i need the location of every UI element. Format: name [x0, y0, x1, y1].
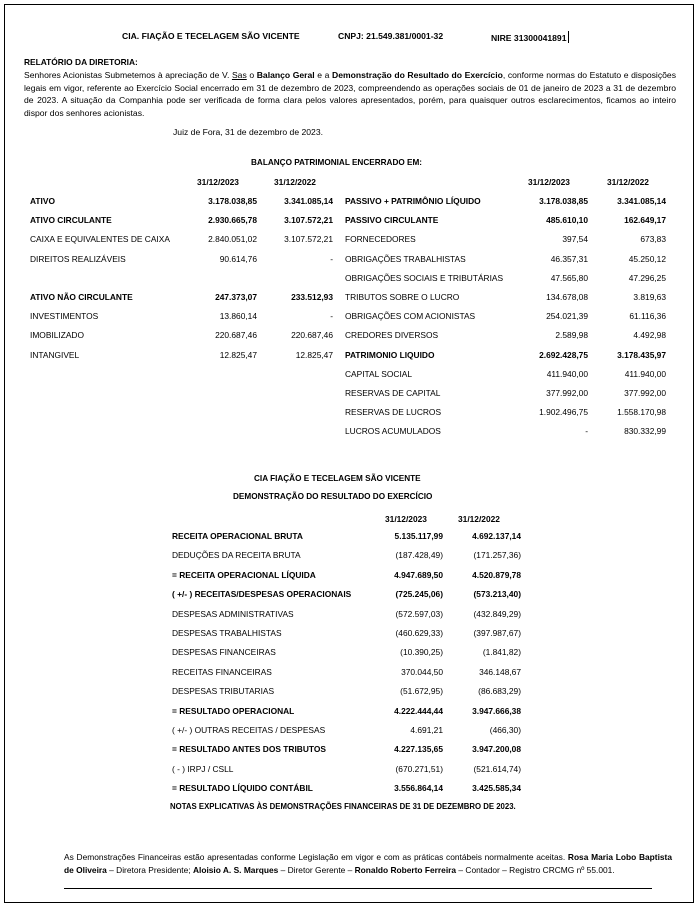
- passivo-rows-label: OBRIGAÇÕES TRABALHISTAS: [345, 253, 466, 264]
- text-cursor: [568, 31, 569, 43]
- passivo-rows-value-2023: -: [585, 426, 588, 437]
- ativo-rows-label: INTANGIVEL: [30, 349, 80, 360]
- company-name: CIA. FIAÇÃO E TECELAGEM SÃO VICENTE: [122, 31, 300, 41]
- dre-rows-value-2022: (466,30): [489, 725, 521, 735]
- ativo-rows-label: ATIVO NÃO CIRCULANTE: [30, 292, 133, 302]
- passivo-rows-value-2023: 2.692.428,75: [539, 349, 588, 360]
- passivo-rows-label: LUCROS ACUMULADOS: [345, 426, 441, 437]
- dre-rows-label: = RECEITA OPERACIONAL LÍQUIDA: [172, 569, 316, 580]
- passivo-rows-value-2022: 45.250,12: [628, 253, 666, 264]
- dre-rows-label: RECEITAS FINANCEIRAS: [172, 666, 272, 677]
- footer-signatures: As Demonstrações Financeiras estão apresentadas conforme Legislação em vigor e com as práticas contábeis normalmente aceitas. Rosa Maria Lobo Baptista de Oliveira – Diretora Presidente; Aloisio A. S. Marques – Diretor Gerente – Ronaldo Roberto Ferreira – Contador – Registro CRCMG nº 55.001.: [64, 852, 672, 875]
- ativo-rows-value-2023: 2.930.665,78: [208, 215, 257, 226]
- ativo-col-2022: 31/12/2022: [274, 177, 316, 187]
- dre-rows-label: DESPESAS ADMINISTRATIVAS: [172, 608, 294, 619]
- ativo-rows-label: INVESTIMENTOS: [30, 311, 99, 322]
- ativo-rows-value-2022: -: [330, 311, 333, 322]
- notes-title: NOTAS EXPLICATIVAS ÀS DEMONSTRAÇÕES FINANCEIRAS DE 31 DE DEZEMBRO DE 2023.: [170, 802, 516, 811]
- dre-rows-value-2023: 4.222.444,44: [394, 705, 443, 716]
- dre-rows-value-2023: 370.044,50: [401, 666, 443, 677]
- passivo-rows-value-2022: 162.649,17: [624, 215, 666, 226]
- passivo-rows-label: RESERVAS DE LUCROS: [345, 407, 442, 418]
- passivo-rows-value-2022: 673,83: [640, 234, 666, 245]
- dre-rows-value-2022: 3.425.585,34: [472, 783, 521, 794]
- dre-rows-label: DESPESAS FINANCEIRAS: [172, 647, 276, 658]
- dre-rows-value-2022: (86.683,29): [478, 686, 521, 697]
- dre-rows-value-2022: (171.257,36): [473, 550, 521, 561]
- ativo-rows-value-2022: 3.341.085,14: [284, 196, 333, 206]
- passivo-rows-value-2022: 1.558.170,98: [617, 407, 666, 418]
- dre-rows-value-2023: 4.227.135,65: [394, 744, 443, 755]
- dre-rows-label: DEDUÇÕES DA RECEITA BRUTA: [172, 550, 301, 561]
- dre-rows-value-2023: (670.271,51): [395, 763, 443, 774]
- passivo-rows-value-2023: 411.940,00: [546, 368, 588, 379]
- dre-rows-value-2023: (10.390,25): [400, 647, 443, 658]
- dre-rows-label: ( +/- ) OUTRAS RECEITAS / DESPESAS: [172, 725, 326, 735]
- passivo-rows-label: PATRIMONIO LIQUIDO: [345, 349, 435, 360]
- ativo-rows-value-2023: 12.825,47: [219, 349, 257, 360]
- passivo-rows-value-2023: 397,54: [562, 234, 588, 245]
- report-paragraph: Senhores Acionistas Submetemos à apreciação de V. Sas o Balanço Geral e a Demonstração do Resultado do Exercício, conforme normas do Estatuto e disposições legais em vigor, referente ao Exercício Social encerrado em 31 de dezembro de 2023, compreendendo as operações sociais de 01 de janeiro de 2023 a 31 de dezembro de 2023. A situação da Companhia pode ser verificada de forma clara pelos valores apresentados, porém, para quaisquer outros esclarecimentos, ficamos ao inteiro dispor dos senhores acionistas.: [24, 70, 676, 118]
- passivo-rows-label: PASSIVO CIRCULANTE: [345, 215, 439, 226]
- passivo-rows-value-2023: 2.589,98: [555, 330, 588, 341]
- ativo-rows-value-2022: 233.512,93: [291, 292, 333, 302]
- dre-rows-label: = RESULTADO ANTES DOS TRIBUTOS: [172, 744, 326, 755]
- passivo-rows-value-2022: 4.492,98: [633, 330, 666, 341]
- ativo-rows-label: IMOBILIZADO: [30, 330, 84, 341]
- passivo-rows-value-2023: 1.902.496,75: [539, 407, 588, 418]
- company-nire: [491, 31, 569, 43]
- ativo-rows-value-2023: 3.178.038,85: [208, 196, 257, 206]
- passivo-rows-value-2023: 485.610,10: [546, 215, 588, 226]
- dre-rows-label: = RESULTADO OPERACIONAL: [172, 705, 295, 716]
- dre-rows-value-2023: (460.629,33): [395, 628, 443, 638]
- passivo-rows-label: RESERVAS DE CAPITAL: [345, 388, 441, 398]
- passivo-rows-value-2023: 377.992,00: [546, 388, 588, 398]
- nire-text: NIRE 31300041891: [491, 33, 567, 43]
- dre-rows-label: = RESULTADO LÍQUIDO CONTÁBIL: [172, 783, 313, 794]
- dre-rows-value-2023: (51.672,95): [400, 686, 443, 697]
- footer-divider: [64, 888, 652, 889]
- dre-rows-value-2022: (432.849,29): [473, 608, 521, 619]
- dre-rows-value-2023: (572.597,03): [395, 608, 443, 619]
- ativo-rows-value-2023: 2.840.051,02: [208, 234, 257, 245]
- ativo-rows-value-2023: 247.373,07: [215, 292, 257, 302]
- passivo-rows-value-2022: 3.819,63: [633, 292, 666, 302]
- passivo-rows-value-2023: 46.357,31: [550, 253, 588, 264]
- passivo-rows-value-2023: 254.021,39: [546, 311, 588, 322]
- city-date: Juiz de Fora, 31 de dezembro de 2023.: [173, 127, 324, 137]
- passivo-rows-label: OBRIGAÇÕES COM ACIONISTAS: [345, 311, 476, 322]
- dre-rows-value-2022: 4.520.879,78: [472, 569, 521, 580]
- dre-col-2023: 31/12/2023: [385, 514, 427, 524]
- passivo-rows-value-2023: 47.565,80: [550, 272, 588, 283]
- ativo-rows-value-2022: 3.107.572,21: [284, 215, 333, 226]
- passivo-rows-value-2022: 411.940,00: [624, 368, 666, 379]
- dre-title: DEMONSTRAÇÃO DO RESULTADO DO EXERCÍCIO: [233, 492, 433, 501]
- passivo-rows-label: FORNECEDORES: [345, 234, 416, 245]
- balanco-title: BALANÇO PATRIMONIAL ENCERRADO EM:: [251, 158, 423, 167]
- ativo-rows-label: ATIVO: [30, 196, 55, 206]
- passivo-rows-value-2023: 3.178.038,85: [539, 196, 588, 206]
- passivo-col-2022: 31/12/2022: [607, 177, 649, 187]
- passivo-col-2023: 31/12/2023: [528, 177, 570, 187]
- ativo-col-2023: 31/12/2023: [197, 177, 239, 187]
- dre-col-2022: 31/12/2022: [458, 514, 500, 524]
- ativo-rows-value-2022: -: [330, 253, 333, 264]
- passivo-rows-label: CAPITAL SOCIAL: [345, 368, 413, 379]
- ativo-rows-value-2022: 12.825,47: [295, 349, 333, 360]
- dre-rows-value-2022: (521.614,74): [473, 763, 521, 774]
- ativo-rows-label: CAIXA E EQUIVALENTES DE CAIXA: [30, 234, 170, 245]
- passivo-rows-label: OBRIGAÇÕES SOCIAIS E TRIBUTÁRIAS: [345, 272, 504, 283]
- dre-rows-value-2022: 4.692.137,14: [472, 531, 521, 541]
- ativo-rows-value-2023: 220.687,46: [215, 330, 257, 341]
- dre-rows-value-2022: (397.987,67): [473, 628, 521, 638]
- dre-rows-value-2022: 3.947.666,38: [472, 705, 521, 716]
- dre-rows-value-2023: 3.556.864,14: [394, 783, 443, 794]
- passivo-rows-value-2022: 377.992,00: [624, 388, 666, 398]
- passivo-rows-value-2022: 3.178.435,97: [617, 349, 666, 360]
- dre-rows-value-2023: 5.135.117,99: [394, 531, 443, 541]
- dre-rows-value-2022: 3.947.200,08: [472, 744, 521, 755]
- dre-rows-label: ( +/- ) RECEITAS/DESPESAS OPERACIONAIS: [172, 589, 352, 600]
- dre-rows-value-2022: (1.841,82): [482, 647, 521, 658]
- dre-rows-value-2023: (187.428,49): [395, 550, 443, 561]
- dre-rows-label: DESPESAS TRABALHISTAS: [172, 628, 282, 638]
- ativo-rows-value-2023: 13.860,14: [219, 311, 257, 322]
- ativo-rows-value-2023: 90.614,76: [219, 253, 257, 264]
- ativo-rows-value-2022: 220.687,46: [291, 330, 333, 341]
- passivo-rows-label: CREDORES DIVERSOS: [345, 330, 439, 341]
- dre-rows-value-2023: (725.245,06): [395, 589, 443, 600]
- passivo-rows-value-2022: 830.332,99: [624, 426, 666, 437]
- ativo-rows-label: DIREITOS REALIZÁVEIS: [30, 253, 126, 264]
- dre-rows-value-2022: 346.148,67: [479, 666, 521, 677]
- dre-rows-value-2022: (573.213,40): [473, 589, 521, 600]
- dre-rows-label: ( - ) IRPJ / CSLL: [172, 763, 234, 774]
- dre-rows-label: DESPESAS TRIBUTARIAS: [172, 686, 275, 697]
- dre-company: CIA FIAÇÃO E TECELAGEM SÃO VICENTE: [254, 474, 421, 483]
- passivo-rows-label: PASSIVO + PATRIMÔNIO LÍQUIDO: [345, 196, 481, 206]
- passivo-rows-label: TRIBUTOS SOBRE O LUCRO: [345, 292, 460, 302]
- dre-rows-value-2023: 4.691,21: [410, 725, 443, 735]
- report-title: RELATÓRIO DA DIRETORIA:: [24, 57, 138, 67]
- passivo-rows-value-2022: 61.116,36: [629, 311, 666, 322]
- ativo-rows-label: ATIVO CIRCULANTE: [30, 215, 112, 226]
- passivo-rows-value-2023: 134.678,08: [546, 292, 588, 302]
- company-cnpj: CNPJ: 21.549.381/0001-32: [338, 31, 444, 41]
- passivo-rows-value-2022: 3.341.085,14: [617, 196, 666, 206]
- dre-rows-value-2023: 4.947.689,50: [394, 569, 443, 580]
- passivo-rows-value-2022: 47.296,25: [628, 272, 666, 283]
- ativo-rows-value-2022: 3.107.572,21: [284, 234, 333, 245]
- dre-rows-label: RECEITA OPERACIONAL BRUTA: [172, 531, 303, 541]
